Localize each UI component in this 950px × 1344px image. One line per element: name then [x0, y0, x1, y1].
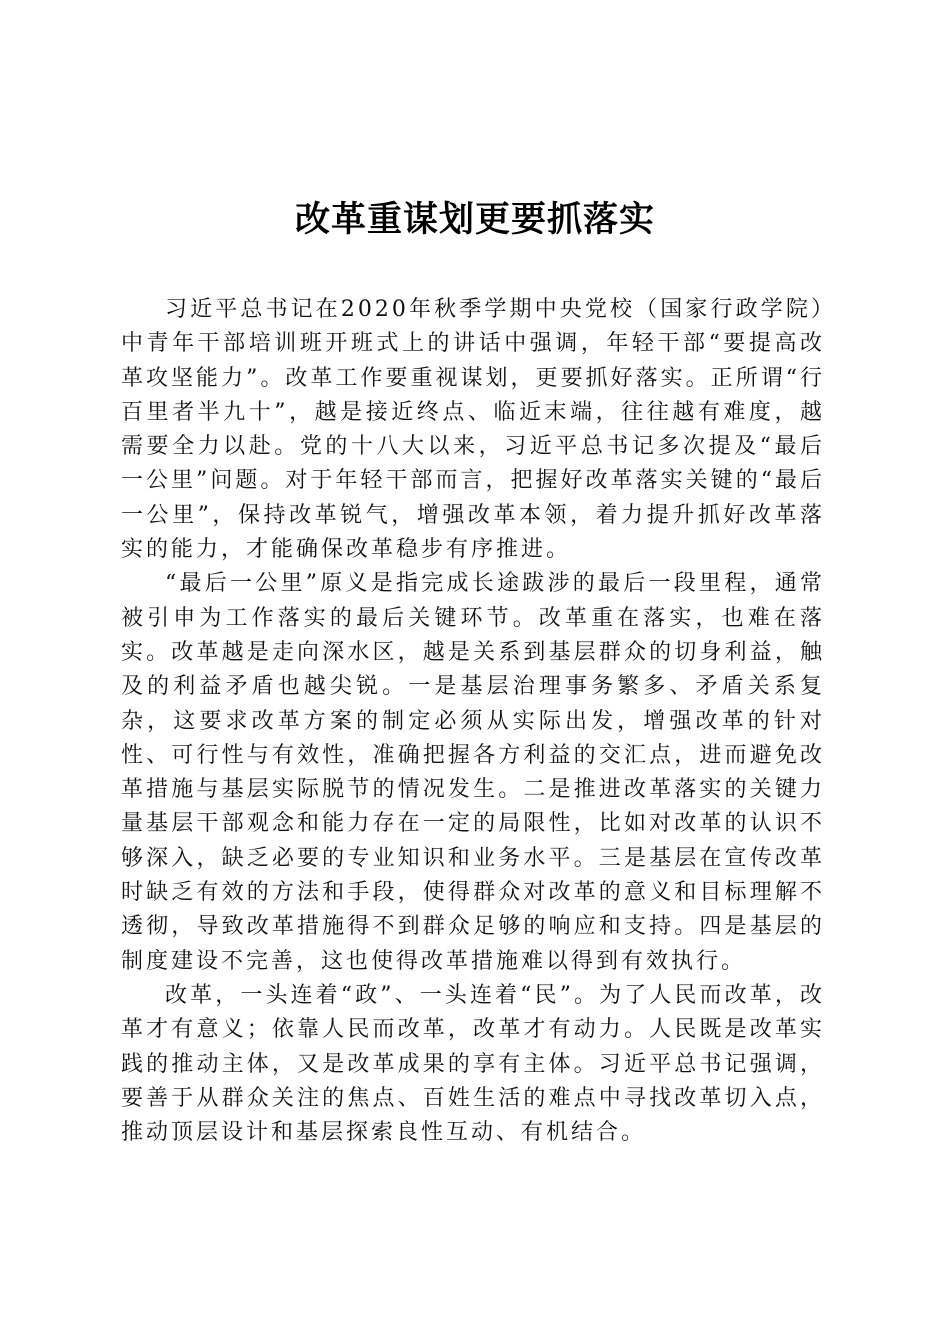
document-title: 改革重谋划更要抓落实	[294, 199, 655, 240]
paragraph-1: 习近平总书记在2020年秋季学期中央党校（国家行政学院）中青年干部培训班开班式上的讲话中强调，年轻干部“要提高改革攻坚能力”。改革工作要重视谋划，更要抓好落实。正所谓“行百里者半九十”，越是接近终点、临近末端，往往越有难度，越需要全力以赴。党的十八大以来，习近平总书记多次提及“最后一公里”问题。对于年轻干部而言，把握好改革落实关键的“最后一公里”，保持改革锐气，增强改革本领，着力提升抓好改革落实的能力，才能确保改革稳步有序推进。	[121, 297, 825, 563]
paragraph-3: 改革，一头连着“政”、一头连着“民”。为了人民而改革，改革才有意义；依靠人民而改革，改革才有动力。人民既是改革实践的推动主体，又是改革成果的享有主体。习近平总书记强调，要善于从群众关注的焦点、百姓生活的难点中寻找改革切入点，推动顶层设计和基层探索良性互动、有机结合。	[121, 982, 825, 1146]
paragraph-2: “最后一公里”原义是指完成长途跋涉的最后一段里程，通常被引申为工作落实的最后关键环节。改革重在落实，也难在落实。改革越是走向深水区，越是关系到基层群众的切身利益，触及的利益矛盾也越尖锐。一是基层治理事务繁多、矛盾关系复杂，这要求改革方案的制定必须从实际出发，增强改革的针对性、可行性与有效性，准确把握各方利益的交汇点，进而避免改革措施与基层实际脱节的情况发生。二是推进改革落实的关键力量基层干部观念和能力存在一定的局限性，比如对改革的认识不够深入，缺乏必要的专业知识和业务水平。三是基层在宣传改革时缺乏有效的方法和手段，使得群众对改革的意义和目标理解不透彻，导致改革措施得不到群众足够的响应和支持。四是基层的制度建设不完善，这也使得改革措施难以得到有效执行。	[121, 571, 825, 974]
document-body	[121, 293, 825, 1150]
